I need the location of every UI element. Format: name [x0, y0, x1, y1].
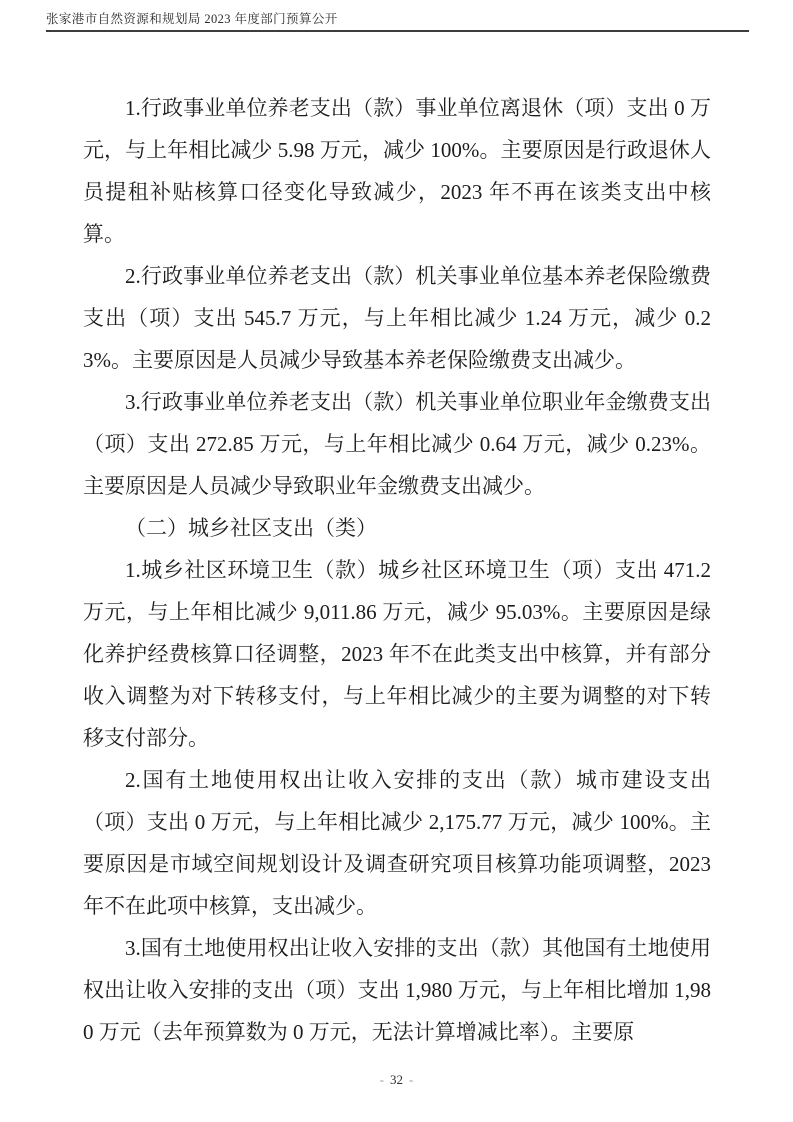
page-number-dash-left: - [379, 1072, 384, 1087]
page-footer [0, 1072, 793, 1088]
page-number: 32 [390, 1072, 403, 1087]
paragraph-pension-retirement: 1.行政事业单位养老支出（款）事业单位离退休（项）支出 0 万元，与上年相比减少 5.98 万元，减少 100%。主要原因是行政退休人员提租补贴核算口径变化导致减少，2023 年不再在该类支出中核算。 [83, 96, 711, 246]
header-divider [46, 30, 749, 32]
page-number-dash-right: - [409, 1072, 414, 1087]
paragraph-land-city-construction: 2.国有土地使用权出让收入安排的支出（款）城市建设支出（项）支出 0 万元，与上年相比减少 2,175.77 万元，减少 100%。主要原因是市域空间规划设计及调查研究项目核算功能项调整，2023 年不在此项中核算，支出减少。 [83, 768, 711, 918]
document-body [83, 87, 711, 1053]
paragraph-pension-basic-insurance: 2.行政事业单位养老支出（款）机关事业单位基本养老保险缴费支出（项）支出 545.7 万元，与上年相比减少 1.24 万元，减少 0.23%。主要原因是人员减少导致基本养老保险缴费支出减少。 [83, 264, 711, 372]
section-heading-urban-community: （二）城乡社区支出（类） [125, 516, 377, 540]
header-title: 张家港市自然资源和规划局 2023 年度部门预算公开 [46, 12, 338, 26]
page-header [46, 11, 749, 32]
paragraph-pension-annuity: 3.行政事业单位养老支出（款）机关事业单位职业年金缴费支出（项）支出 272.85 万元，与上年相比减少 0.64 万元，减少 0.23%。主要原因是人员减少导致职业年金缴费支出减少。 [83, 390, 711, 498]
paragraph-community-sanitation: 1.城乡社区环境卫生（款）城乡社区环境卫生（项）支出 471.2 万元，与上年相比减少 9,011.86 万元，减少 95.03%。主要原因是绿化养护经费核算口径调整，2023 年不在此类支出中核算，并有部分收入调整为对下转移支付，与上年相比减少的主要为调整的对下转移支付部分。 [83, 558, 711, 750]
paragraph-land-other-transfer: 3.国有土地使用权出让收入安排的支出（款）其他国有土地使用权出让收入安排的支出（项）支出 1,980 万元，与上年相比增加 1,980 万元（去年预算数为 0 万元，无法计算增减比率）。主要原 [83, 936, 711, 1044]
